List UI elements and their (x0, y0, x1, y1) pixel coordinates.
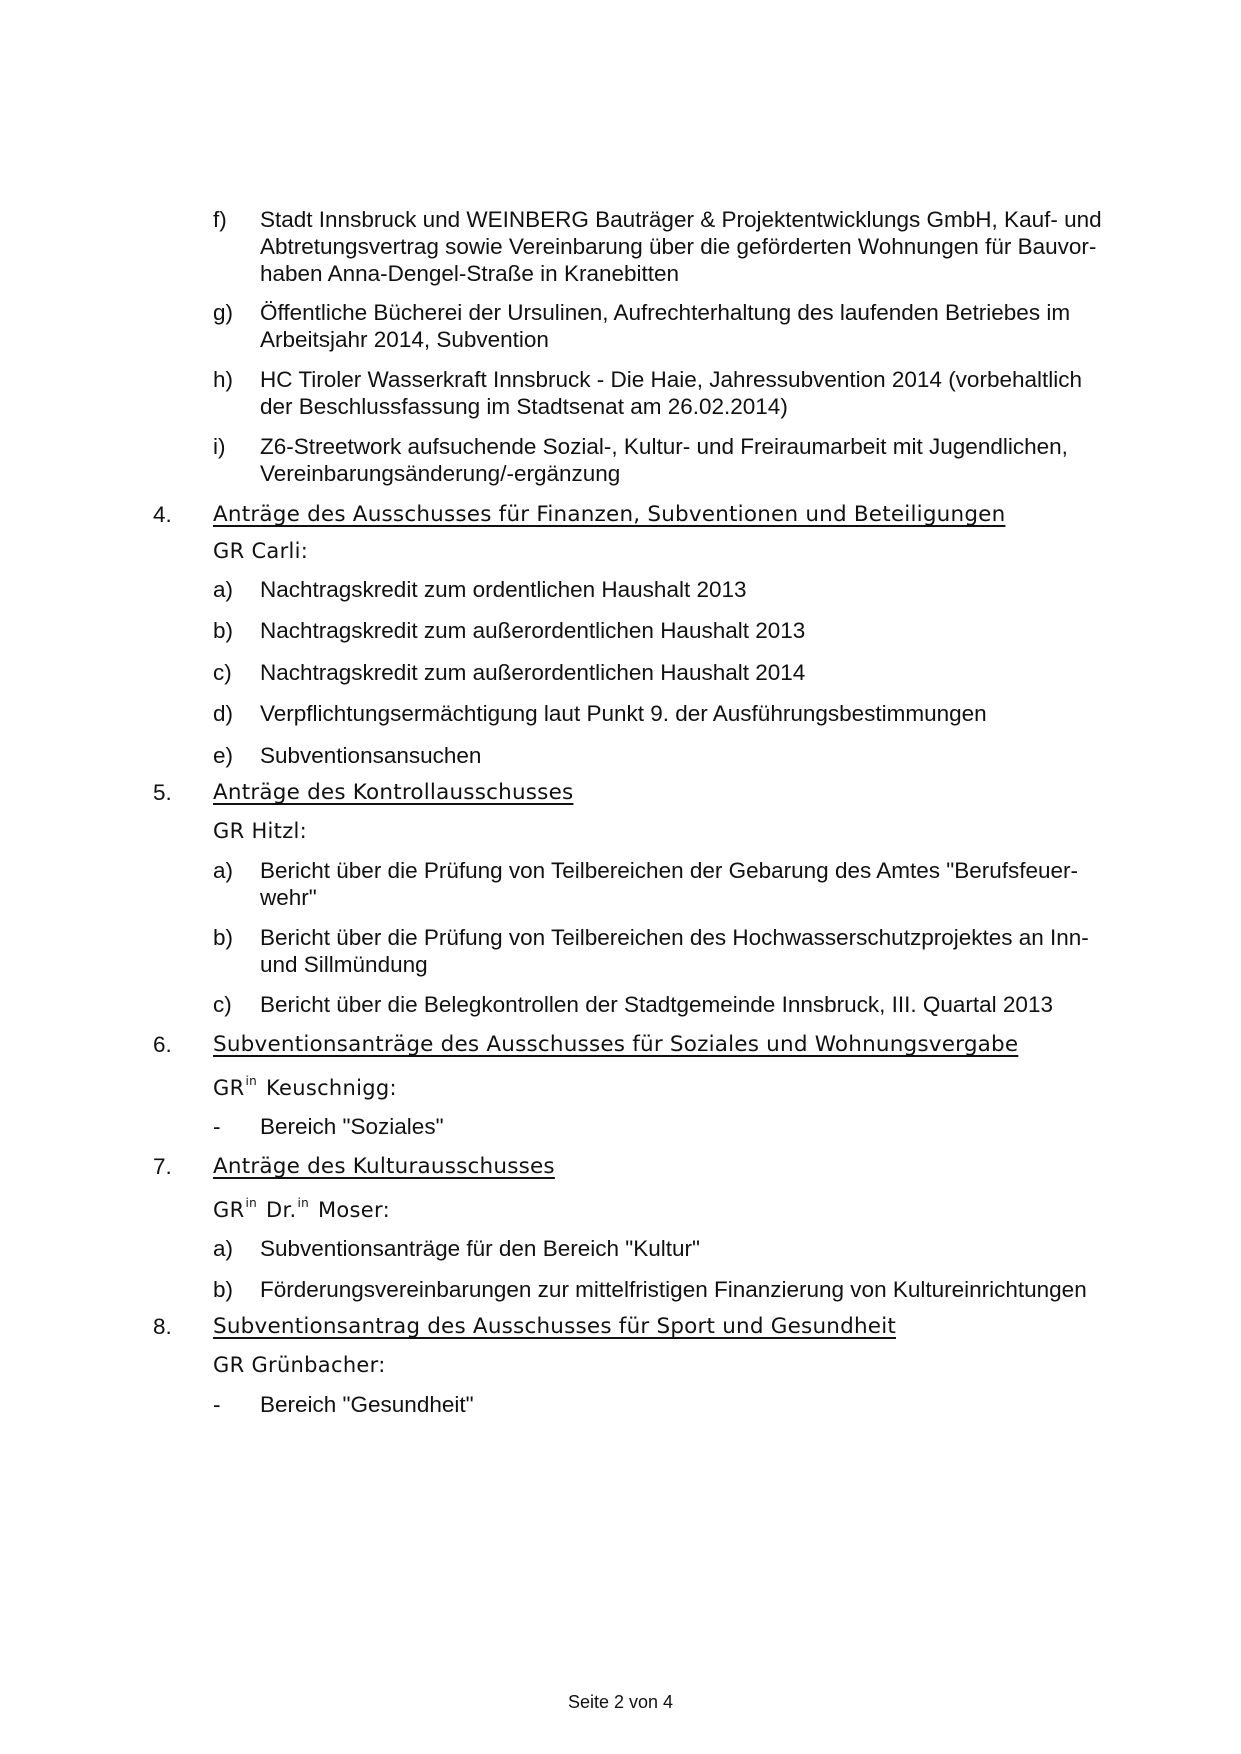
item-text: Arbeitsjahr 2014, Subvention (260, 327, 549, 352)
item-text: Bericht über die Prüfung von Teilbereichen des Hochwasserschutzprojektes an Inn- (260, 925, 1089, 950)
item-label: a) (213, 858, 234, 883)
speaker-name: GR Grünbacher: (213, 1353, 386, 1377)
item-label: a) (213, 1236, 234, 1261)
item-label: d) (213, 701, 234, 726)
section-title: Subventionsantrag des Ausschusses für Sport und Gesundheit (213, 1314, 897, 1339)
item-label: h) (213, 367, 234, 392)
item-label: a) (213, 577, 234, 602)
item-text: Öffentliche Bücherei der Ursulinen, Aufrechterhaltung des laufenden Betriebes im (260, 300, 1071, 325)
item-label: f) (213, 207, 227, 232)
item-text: Abtretungsvertrag sowie Vereinbarung über die geförderten Wohnungen für Bauvor- (260, 234, 1097, 259)
speaker-name: $GR^{in}$ Keuschnigg: (213, 1074, 397, 1100)
item-label: - (213, 1114, 221, 1139)
item-text: Z6-Streetwork aufsuchende Sozial-, Kultur- und Freiraumarbeit mit Jugendlichen, (260, 434, 1068, 459)
item-label: b) (213, 925, 234, 950)
item-text: Nachtragskredit zum ordentlichen Haushalt 2013 (260, 577, 747, 602)
item-label: e) (213, 743, 234, 768)
section-number: 6. (153, 1032, 172, 1057)
item-text: haben Anna-Dengel-Straße in Kranebitten (260, 261, 680, 286)
section-title: Subventionsanträge des Ausschusses für Soziales und Wohnungsvergabe (213, 1032, 1019, 1057)
item-text: Bereich "Soziales" (260, 1114, 444, 1139)
item-text: und Sillmündung (260, 952, 428, 977)
item-label: - (213, 1392, 221, 1417)
item-text: Subventionsansuchen (260, 743, 482, 768)
item-label: b) (213, 618, 234, 643)
item-text: Verpflichtungsermächtigung laut Punkt 9. der Ausführungsbestimmungen (260, 701, 987, 726)
section-number: 4. (153, 502, 172, 527)
item-text: der Beschlussfassung im Stadtsenat am 26.02.2014) (260, 394, 788, 419)
item-label: c) (213, 660, 232, 685)
speaker-name: GR Hitzl: (213, 819, 308, 843)
speaker-name: $GR^{in}$ Dr.$^{in}$ Moser: (213, 1196, 390, 1222)
section-number: 8. (153, 1314, 172, 1339)
page-number: Seite 2 von 4 (567, 1692, 674, 1712)
item-text: Nachtragskredit zum außerordentlichen Haushalt 2014 (260, 660, 806, 685)
item-text: Förderungsvereinbarungen zur mittelfristigen Finanzierung von Kultureinrichtungen (260, 1277, 1087, 1302)
item-text: Bericht über die Prüfung von Teilbereichen der Gebarung des Amtes "Berufsfeuer- (260, 858, 1079, 883)
item-text: Bericht über die Belegkontrollen der Stadtgemeinde Innsbruck, III. Quartal 2013 (260, 992, 1053, 1017)
section-title: Anträge des Kontrollausschusses (213, 780, 574, 805)
speaker-name: GR Carli: (213, 539, 309, 563)
item-label: g) (213, 300, 234, 325)
item-text: HC Tiroler Wasserkraft Innsbruck - Die Haie, Jahressubvention 2014 (vorbehaltlich (260, 367, 1083, 392)
item-label: c) (213, 992, 232, 1017)
item-text: Stadt Innsbruck und WEINBERG Bauträger & Projektentwicklungs GmbH, Kauf- und (260, 207, 1102, 232)
item-text: wehr" (260, 885, 317, 910)
item-text: Bereich "Gesundheit" (260, 1392, 474, 1417)
item-label: i) (213, 434, 226, 459)
section-number: 5. (153, 780, 172, 805)
item-text: Subventionsanträge für den Bereich "Kultur" (260, 1236, 700, 1261)
item-text: Nachtragskredit zum außerordentlichen Haushalt 2013 (260, 618, 806, 643)
item-label: b) (213, 1277, 234, 1302)
section-title: Anträge des Kulturausschusses (213, 1154, 555, 1179)
item-text: Vereinbarungsänderung/-ergänzung (260, 461, 621, 486)
section-title: Anträge des Ausschusses für Finanzen, Subventionen und Beteiligungen (213, 502, 1006, 527)
section-number: 7. (153, 1154, 172, 1179)
